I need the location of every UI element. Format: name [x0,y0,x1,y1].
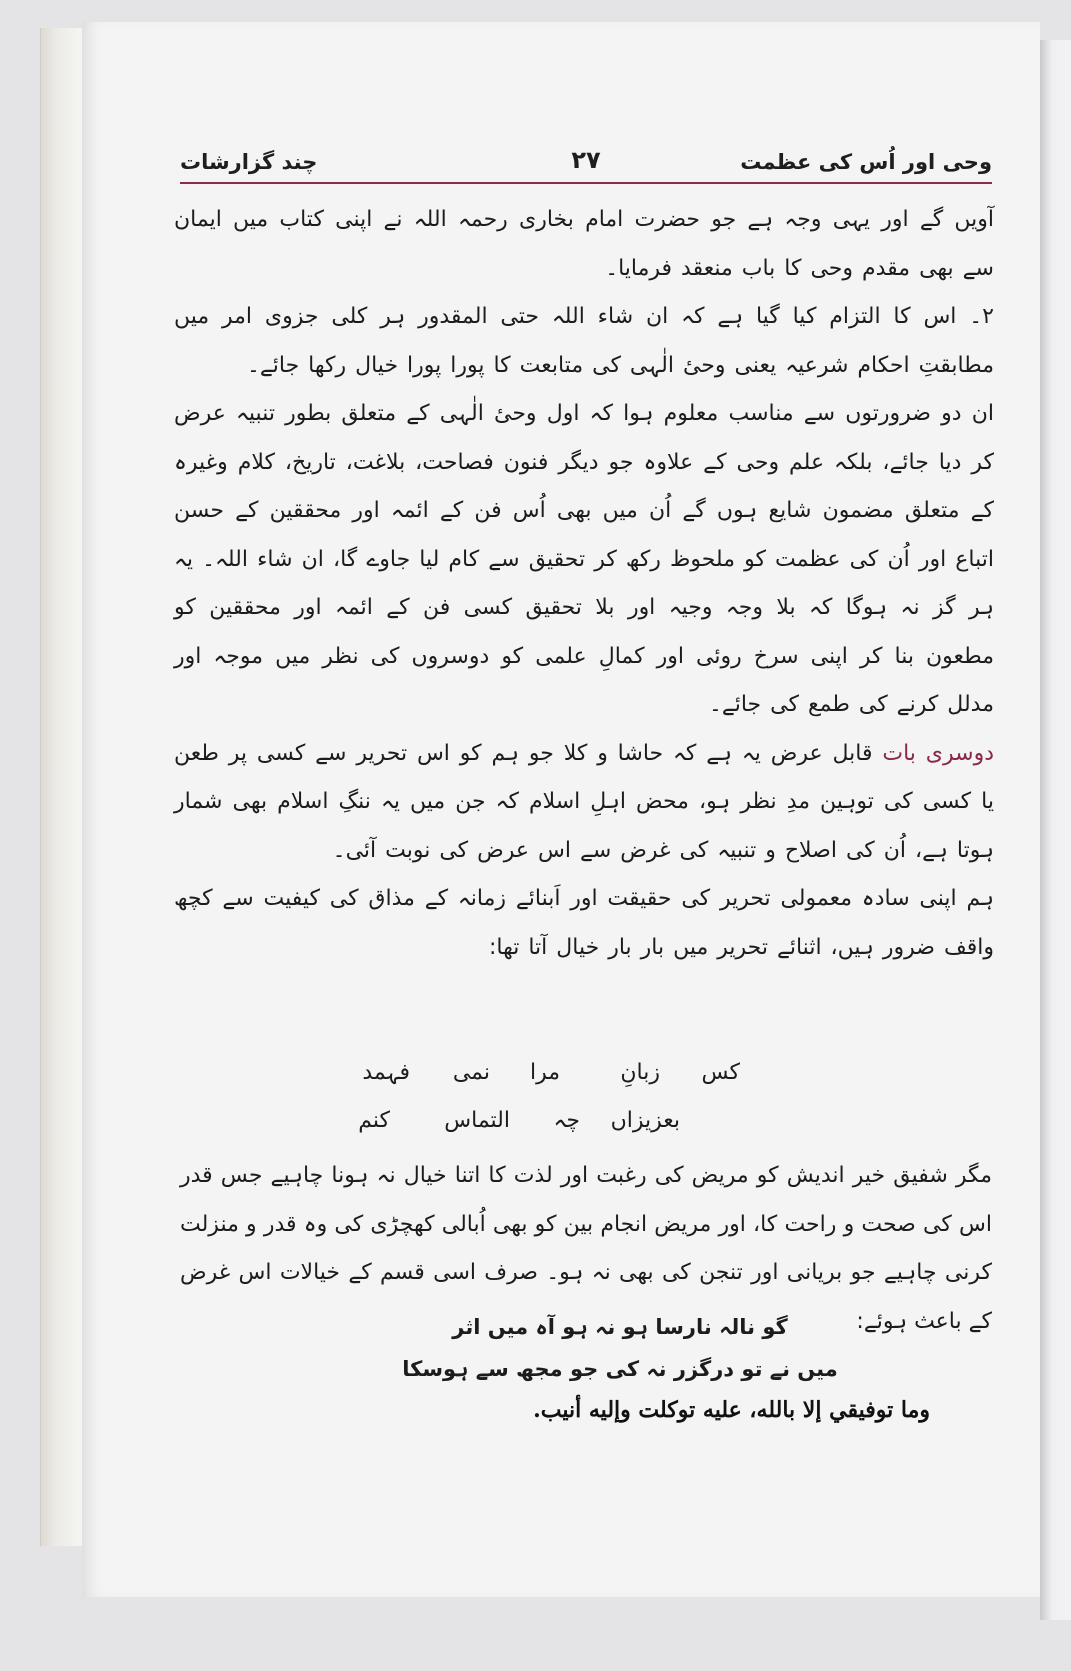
verse-word: کنم [358,1108,390,1133]
facing-page-edge [1040,40,1071,1620]
page-stack-edge [40,28,85,1546]
highlight-phrase: دوسری بات [882,740,994,766]
paragraph-text: قابل عرض یہ ہے کہ حاشا و کلا جو ہم کو اس تحریر سے کسی پر طعن یا کسی کی توہین مدِ نظر ہو، محض اہلِ اسلام کہ جن میں یہ ننگِ اسلام بھی شمار ہوتا ہے، اُن کی اصلاح و تنبیہ کی غرض سے اس عرض کی نوبت آئی۔ [174,740,994,863]
verse-word: التماس [444,1108,510,1133]
verse-word: مرا [529,1060,560,1085]
chapter-title: وحی اور اُس کی عظمت [740,150,992,174]
verse-word: زبانِ [620,1060,660,1085]
persian-verse [360,1060,830,1150]
paragraph: آویں گے اور یہی وجہ ہے جو حضرت امام بخاری رحمہ اللہ نے اپنی کتاب میں ایمان سے بھی مقدم وحی کا باب منعقد فرمایا۔ [174,207,994,281]
paragraph: ان دو ضرورتوں سے مناسب معلوم ہوا کہ اول وحیٔ الٰہی کے متعلق بطور تنبیہ عرض کر دیا جائے، بلکہ علم وحی کے علاوہ جو دیگر فنون فصاحت، بلاغت، تاریخ، کلام وغیرہ کے متعلق مضمون شایع ہوں گے اُن میں بھی اُس فن کے ائمہ اور محققین کے حسن اتباع اور اُن کی عظمت کو ملحوظ رکھ کر تحقیق سے کام لیا جاوے گا، ان شاء اللہ۔ یہ ہر گز نہ ہوگا کہ بلا وجہ وجیہ اور بلا تحقیق کسی فن کے ائمہ اور محققین کو مطعون بنا کر اپنی سرخ روئی اور کمالِ علمی کو دوسروں کی نظر میں موجہ اور مدلل کرنے کی طمع کی جائے۔ [174,401,994,717]
urdu-couplet [360,1306,880,1390]
section-title: چند گزارشات [180,150,318,174]
verse-word: فہمد [362,1060,410,1085]
couplet-line: گو نالہ نارسا ہو نہ ہو آہ میں اثر [452,1315,788,1339]
verse-word: بعزیزاں [610,1108,680,1133]
page-number: ۲۷ [571,146,601,174]
verse-word: کس [701,1060,740,1085]
verse-word: نمی [452,1060,490,1085]
closing-text: وما توفيقي إلا بالله، عليه توكلت وإليه أنيب. [533,1397,930,1423]
verse-word: چہ [553,1108,580,1133]
paragraph [174,730,994,876]
couplet-line: میں نے تو درگزر نہ کی جو مجھ سے ہوسکا [402,1357,838,1381]
paragraph: ہم اپنی سادہ معمولی تحریر کی حقیقت اور اَبنائے زمانہ کے مذاق کی کیفیت سے کچھ واقف ضرور ہیں، اثنائے تحریر میں بار بار خیال آتا تھا: [174,886,994,960]
paragraph: ۲۔ اس کا التزام کیا گیا ہے کہ ان شاء اللہ حتی المقدور ہر کلی جزوی امر میں مطابقتِ احکام شرعیہ یعنی وحیٔ الٰہی کی متابعت کا پورا پورا خیال رکھا جائے۔ [174,304,994,378]
header-rule [180,182,992,184]
body-text [174,196,994,972]
paragraph: مگر شفیق خیر اندیش کو مریض کی رغبت اور لذت کا اتنا خیال نہ ہونا چاہیے جس قدر اس کی صحت و راحت کا، اور مریض انجام بین کو بھی اُبالی کھچڑی کی وہ قدر و منزلت کرنی چاہیے جو بریانی اور تنجن کی بھی نہ ہو۔ صرف اسی قسم کے خیالات اس غرض کے باعث ہوئے: [180,1163,992,1334]
running-header [180,146,992,184]
closing-dua [430,1397,930,1437]
